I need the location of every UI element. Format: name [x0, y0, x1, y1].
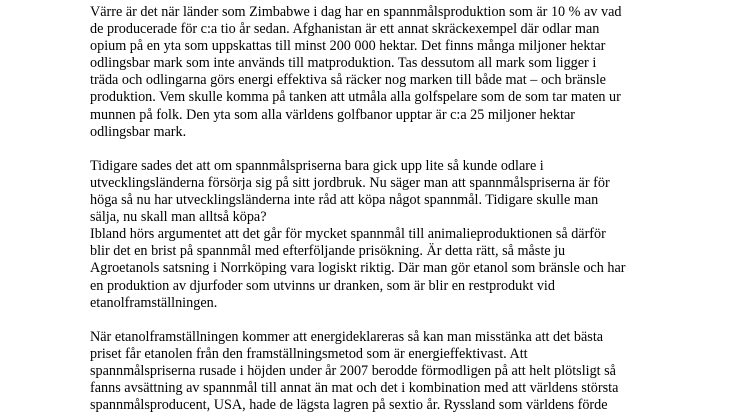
- text-line: Tidigare sades det att om spannmålspriserna bara gick upp lite så kunde odlare i: [90, 157, 544, 174]
- paragraph-ethanol-production: [90, 329, 650, 414]
- text-line: priset får etanolen från den framställningsmetod som är energieffektivast. Att: [90, 345, 528, 362]
- paragraph-grain-prices: [90, 158, 650, 312]
- document-body: [90, 4, 650, 414]
- text-line: blir det en brist på spannmål med efterföljande prisökning. Är detta rätt, så måste ju: [90, 243, 566, 260]
- paragraph-spacer: [90, 141, 650, 158]
- paragraph-zimbabwe-afghanistan: [90, 4, 650, 141]
- text-line: höga så nu har utvecklingsländerna inte råd att köpa något spannmål. Tidigare skulle man: [90, 192, 599, 209]
- text-line: spannmålspriserna rusade i höjden under år 2007 berodde förmodligen på att helt plötsligt så: [90, 362, 616, 379]
- text-line: de producerade för c:a tio år sedan. Afghanistan är ett annat skräckexempel där odlar man: [90, 21, 600, 38]
- text-line: odlingsbar mark.: [90, 123, 187, 140]
- text-line: sälja, nu skall man alltså köpa?: [90, 209, 267, 226]
- text-line: Värre är det när länder som Zimbabwe i dag har en spannmålsproduktion som är 10 % av vad: [90, 4, 622, 20]
- text-line: opium på en yta som uppskattas till minst 200 000 hektar. Det finns många miljoner hektar: [90, 38, 606, 55]
- text-line: fanns avsättning av spannmål till annat än mat och det i kombination med att världens största: [90, 380, 619, 397]
- text-line: Agroetanols satsning i Norrköping vara logiskt riktig. Där man gör etanol som bränsle och har: [90, 260, 626, 277]
- text-line: Ibland hörs argumentet att det går för mycket spannmål till animalieproduktionen så därför: [90, 226, 606, 243]
- text-line: spannmålsproducent, USA, hade de lägsta lagren på sextio år. Ryssland som världens förde: [90, 397, 608, 414]
- text-line: en produktion av djurfoder som utvinns ur dranken, som är blir en restprodukt vid: [90, 277, 555, 294]
- text-line: produktion. Vem skulle komma på tanken att utmåla alla golfspelare som de som tar maten ur: [90, 89, 621, 106]
- text-line: När etanolframställningen kommer att energideklareras så kan man misstänka att det bästa: [90, 328, 604, 345]
- text-line: etanolframställningen.: [90, 294, 218, 311]
- text-line: träda och odlingarna görs energi effektiva så räcker nog marken till både mat – och bränsle: [90, 72, 606, 89]
- text-line: odlingsbar mark som inte används till matproduktion. Tas dessutom all mark som ligger i: [90, 55, 597, 72]
- text-line: utvecklingsländerna försörja sig på sitt jordbruk. Nu säger man att spannmålspriserna är för: [90, 174, 610, 191]
- paragraph-spacer: [90, 312, 650, 329]
- text-line: munnen på folk. Den yta som alla världens golfbanor upptar är c:a 25 miljoner hektar: [90, 106, 575, 123]
